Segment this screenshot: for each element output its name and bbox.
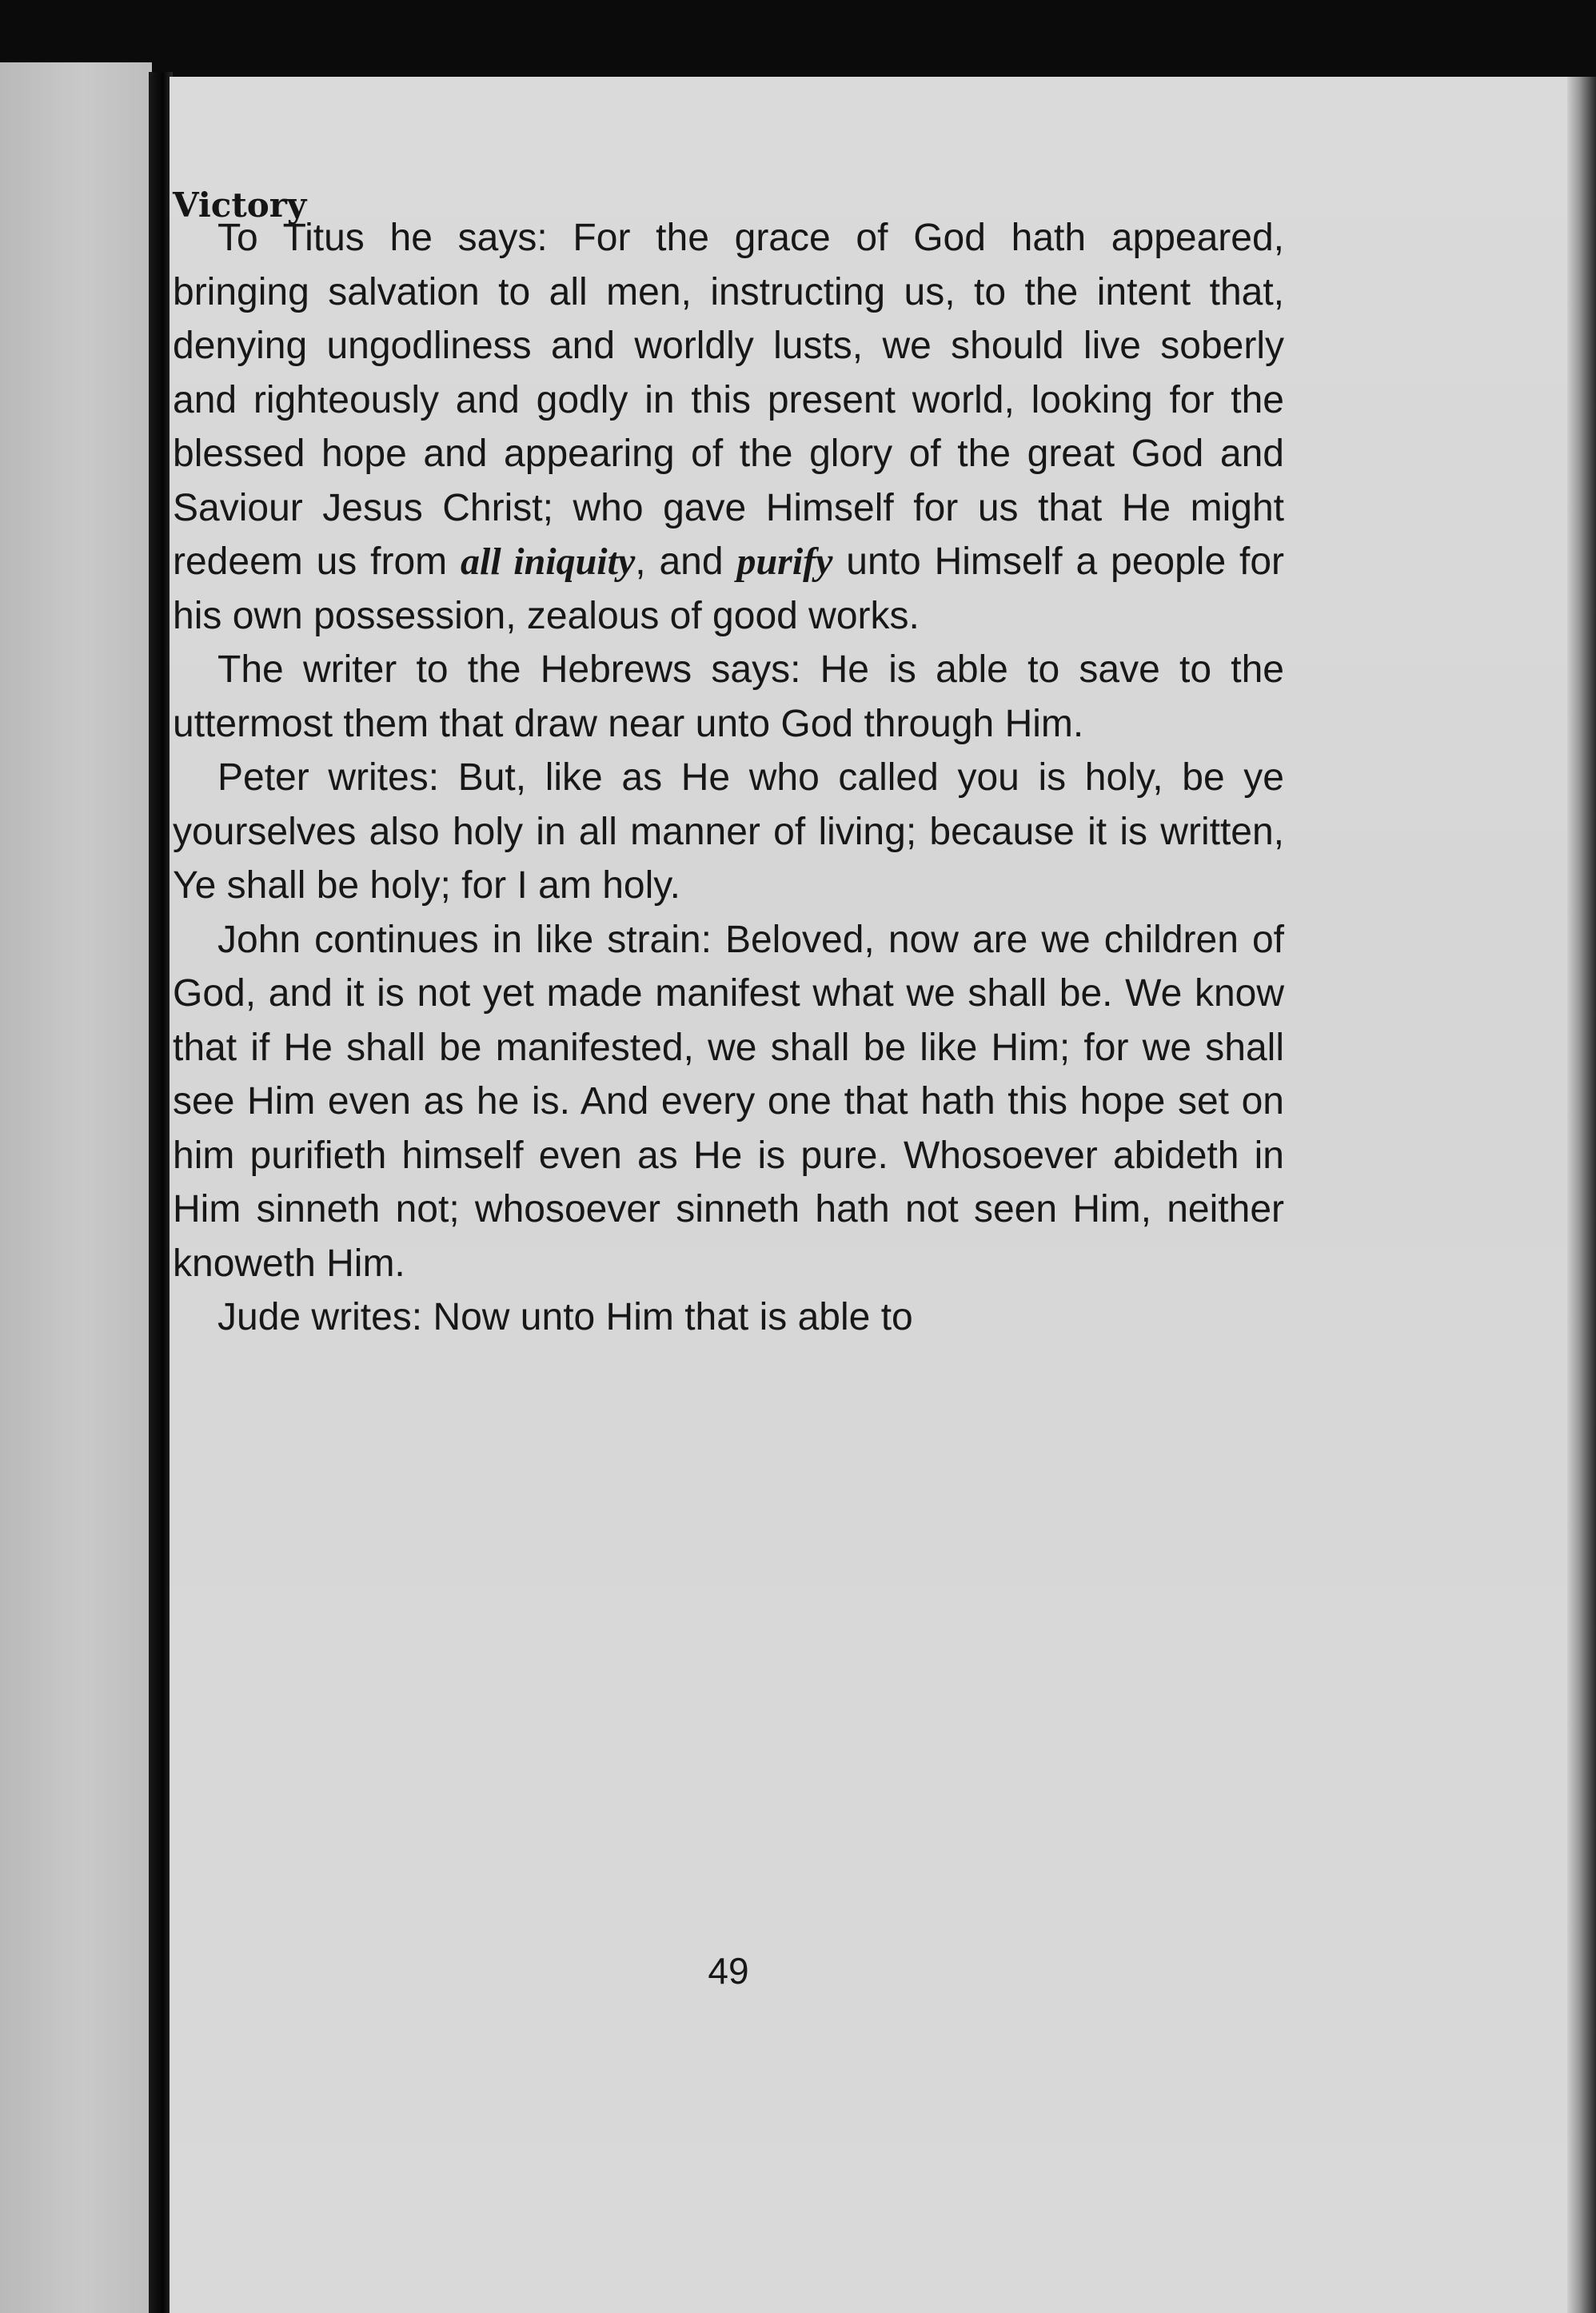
running-head: Victory	[173, 185, 307, 225]
text-run: The writer to the Hebrews says: He is able to save to the uttermost them that draw near unto God through Him.	[173, 648, 1284, 745]
text-run: To Titus he says: For the grace of God hath appeared, bringing salvation to all men, instructing us, to the intent that, denying ungodliness and worldly lusts, we should live soberly and righteously and godly in this present world, looking for the blessed hope and appearing of the glory of the great God and Saviour Jesus Christ; who gave Himself for us that He might redeem us from	[173, 217, 1284, 583]
text-run: , and	[635, 540, 737, 583]
text-run: John continues in like strain: Beloved, now are we children of God, and it is not yet made manifest what we shall be. We know that if He shall be manifested, we shall be like Him; for we shall see Him even as he is. And every one that hath this hope set on him purifieth himself even as He is pure. Whosoever abideth in Him sinneth not; whosoever sinneth hath not seen Him, neither knoweth Him.	[173, 918, 1284, 1285]
folio-container	[173, 0, 1284, 2313]
text-run: Jude writes: Now unto Him that is able to	[217, 1296, 913, 1338]
italic-emphasis: purify	[736, 540, 833, 583]
text-run: Peter writes: But, like as He who called you is holy, be ye yourselves also holy in all manner of living; because it is written, Ye shall be holy; for I am holy.	[173, 756, 1284, 907]
text-run: unto Himself a people for his own possession, zealous of good works.	[173, 540, 1285, 637]
page-number: 49	[708, 1950, 749, 1992]
page-right-edge	[1567, 77, 1596, 2313]
italic-emphasis: all iniquity	[461, 540, 636, 583]
facing-page-edge	[0, 62, 152, 2313]
